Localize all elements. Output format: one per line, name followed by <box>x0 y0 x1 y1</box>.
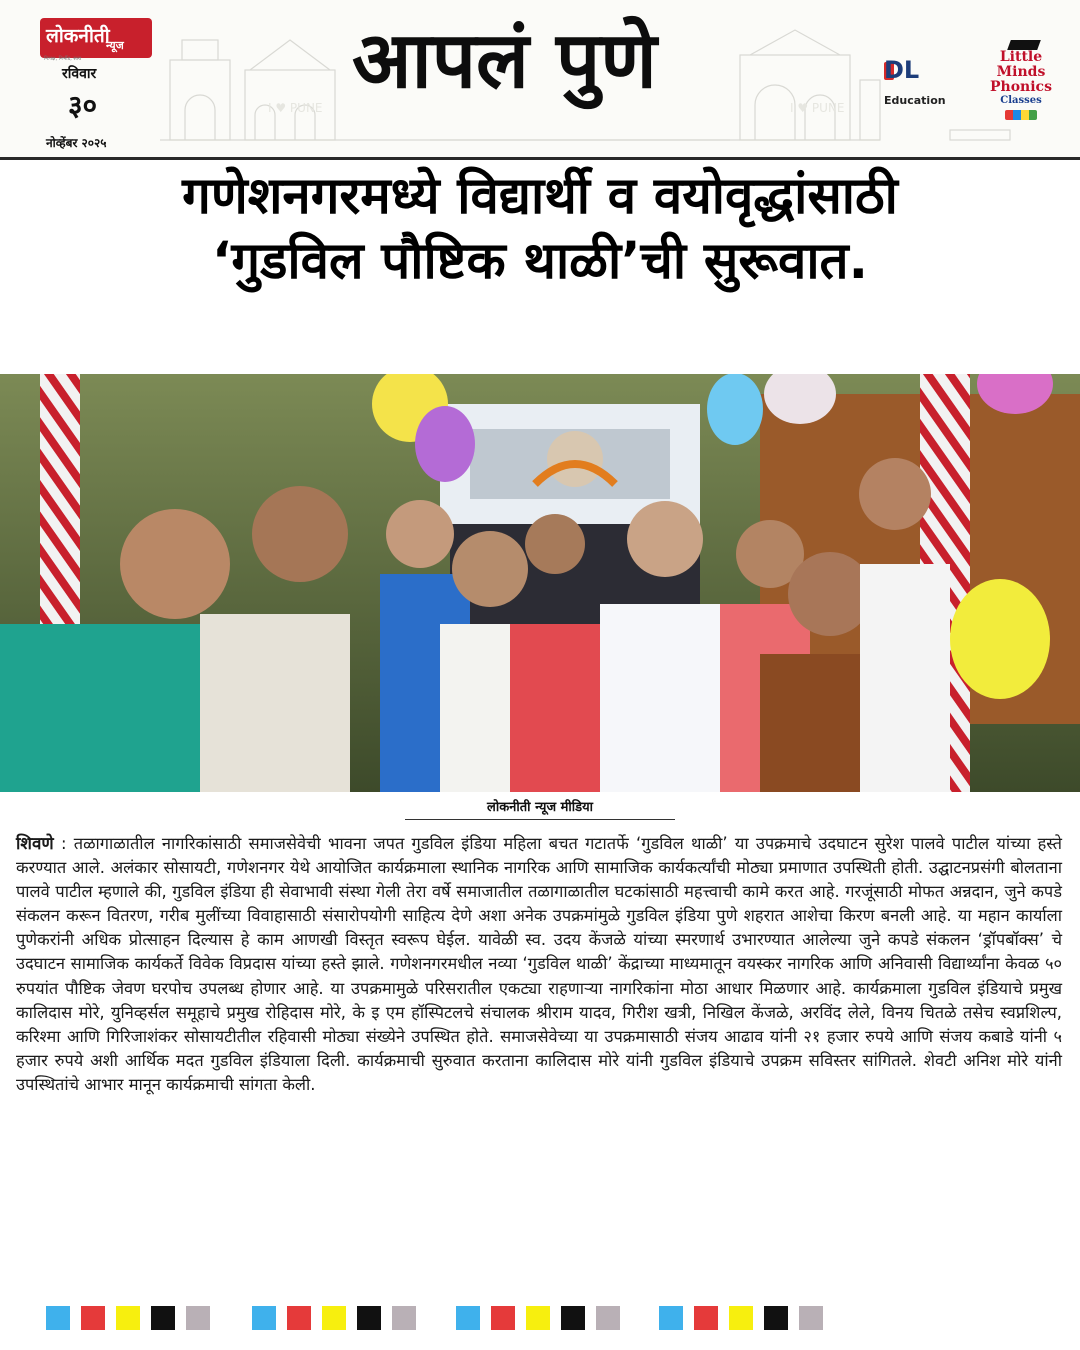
footer-color-square <box>659 1306 683 1330</box>
footer-color-square <box>116 1306 140 1330</box>
footer-color-square <box>357 1306 381 1330</box>
event-photo <box>0 374 1080 792</box>
footer-color-square <box>252 1306 276 1330</box>
footer-color-square <box>729 1306 753 1330</box>
footer-color-square <box>561 1306 585 1330</box>
logo-tagline: निःपक्ष, निर्भीड, सत्य <box>44 56 82 62</box>
footer-color-square <box>81 1306 105 1330</box>
event-photo-illustration <box>0 374 1080 792</box>
issue-date: ३० <box>68 89 98 122</box>
footer-color-square <box>392 1306 416 1330</box>
lm-line1: Little <box>999 49 1043 65</box>
footer-color-square <box>491 1306 515 1330</box>
dateline-place: शिवणे <box>16 834 54 854</box>
dl-caption: Education <box>884 94 946 107</box>
dl-mark: DL <box>884 56 920 84</box>
svg-text:I ♥ PUNE: I ♥ PUNE <box>268 101 323 115</box>
headline-line-2: ‘गुडविल पौष्टिक थाळी’ची सुरूवात. <box>212 231 868 291</box>
article-headline <box>0 165 1080 295</box>
svg-text:I ♥ PUNE: I ♥ PUNE <box>790 101 845 115</box>
lm-line2: Minds <box>996 64 1046 80</box>
footer-color-square <box>322 1306 346 1330</box>
caption-underline <box>405 819 675 820</box>
lm-colour-strip <box>1005 110 1037 120</box>
footer-color-square <box>151 1306 175 1330</box>
article-body-text: : तळागाळातील नागरिकांसाठी समाजसेवेची भावना जपत गुडविल इंडिया महिला बचत गटातर्फे ‘गुडविल थाळी’ या उपक्रमाचे उदघाटन सुरेश पालवे पाटील यांच्या हस्ते करण्यात आले. अलंकार सोसायटी, गणेशनगर येथे आयोजित कार्यक्रमाला स्थानिक नागरिक आणि सामाजिक कार्यकर्त्यांची मोठ्या प्रमाणात उपस्थिती होती. उद्घाटनप्रसंगी बोलताना पालवे पाटील म्हणाले की, गुडविल इंडिया ही सेवाभावी संस्था गेली तेरा वर्षे समाजातील तळागाळातील घटकांसाठी महत्त्वाची कामे करत आहे. गरजूंसाठी मोफत अन्नदान, जुने कपडे संकलन करून वितरण, गरीब मुलींच्या विवाहासाठी संसारोपयोगी साहित्य देणे अशा अनेक उपक्रमांमुळे गुडविल इंडिया पुणे शहरात आशेचा किरण बनली आहे. या महान कार्याला पुणेकरांनी अधिक प्रोत्साहन दिल्यास हे काम आणखी विस्तृत स्वरूप घेईल. यावेळी स्व. उदय केंजळे यांच्या स्मरणार्थ उभारण्यात आलेल्या जुने कपडे संकलन ‘ड्रॉपबॉक्स’ चे उदघाटन सामाजिक कार्यकर्ते विवेक विप्रदास यांच्या हस्ते झाले. गणेशनगरमधील नव्या ‘गुडविल थाळी’ केंद्राच्या माध्यमातून वयस्कर नागरिक आणि अनिवासी विद्यार्थ्यांना केवळ ५० रुपयांत पौष्टिक जेवण घरपोच उपलब्ध होणार आहे. या उपक्रमामुळे परिसरातील एकट्या राहणाऱ्या नागरिकांना मोठा आधार मिळणार आहे. कार्यक्रमाला गुडविल इंडियाचे प्रमुख कालिदास मोरे, युनिव्हर्सल समूहाचे प्रमुख रोहिदास मोरे, के इ एम हॉस्पिटलचे संचालक श्रीराम यादव, गिरीश खत्री, निखिल केंजळे, अरविंद लेले, विनय चितळे तसेच स्वप्नशिल्प, करिश्मा आणि गिरिजाशंकर सोसायटीतील रहिवासी मोठ्या संख्येने उपस्थित होते. समाजसेवेच्या या उपक्रमासाठी संजय आढाव यांनी २१ हजार रुपये आणि संजय कबाडे यांनी ५ हजार रुपये अशी आर्थिक मदत गुडविल इंडियाला दिली. कार्यक्रमाची सुरुवात करताना कालिदास मोरे यांनी गुडविल इंडियाचे उपक्रम सविस्तर सांगितले. शेवटी अनिश मोरे यांनी उपस्थितांचे आभार मानून कार्यक्रमाची सांगता केली. <box>16 834 1062 1094</box>
dl-education-logo <box>884 56 944 110</box>
article-body <box>16 832 1062 1097</box>
photo-caption: लोकनीती न्यूज मीडिया <box>487 800 593 815</box>
footer-color-square <box>186 1306 210 1330</box>
footer-color-bars <box>46 1306 1046 1332</box>
footer-color-square <box>799 1306 823 1330</box>
logo-main-text: लोकनीती <box>46 25 110 47</box>
logo-sub-text: न्यूज <box>106 39 124 52</box>
lm-line3: Phonics <box>990 79 1052 95</box>
issue-day: रविवार <box>62 66 97 82</box>
footer-color-square <box>764 1306 788 1330</box>
footer-color-square <box>456 1306 480 1330</box>
lm-line4: Classes <box>1000 95 1042 106</box>
masthead <box>0 0 1080 160</box>
little-minds-logo <box>965 40 1077 130</box>
footer-color-square <box>694 1306 718 1330</box>
section-title: आपलं पुणे <box>352 16 657 106</box>
headline-line-1: गणेशनगरमध्ये विद्यार्थी व वयोवृद्धांसाठी <box>182 167 898 226</box>
masthead-rule <box>0 157 1080 160</box>
footer-color-square <box>596 1306 620 1330</box>
issue-month-year: नोव्हेंबर २०२५ <box>46 136 107 150</box>
footer-color-square <box>287 1306 311 1330</box>
footer-color-square <box>46 1306 70 1330</box>
footer-color-square <box>526 1306 550 1330</box>
